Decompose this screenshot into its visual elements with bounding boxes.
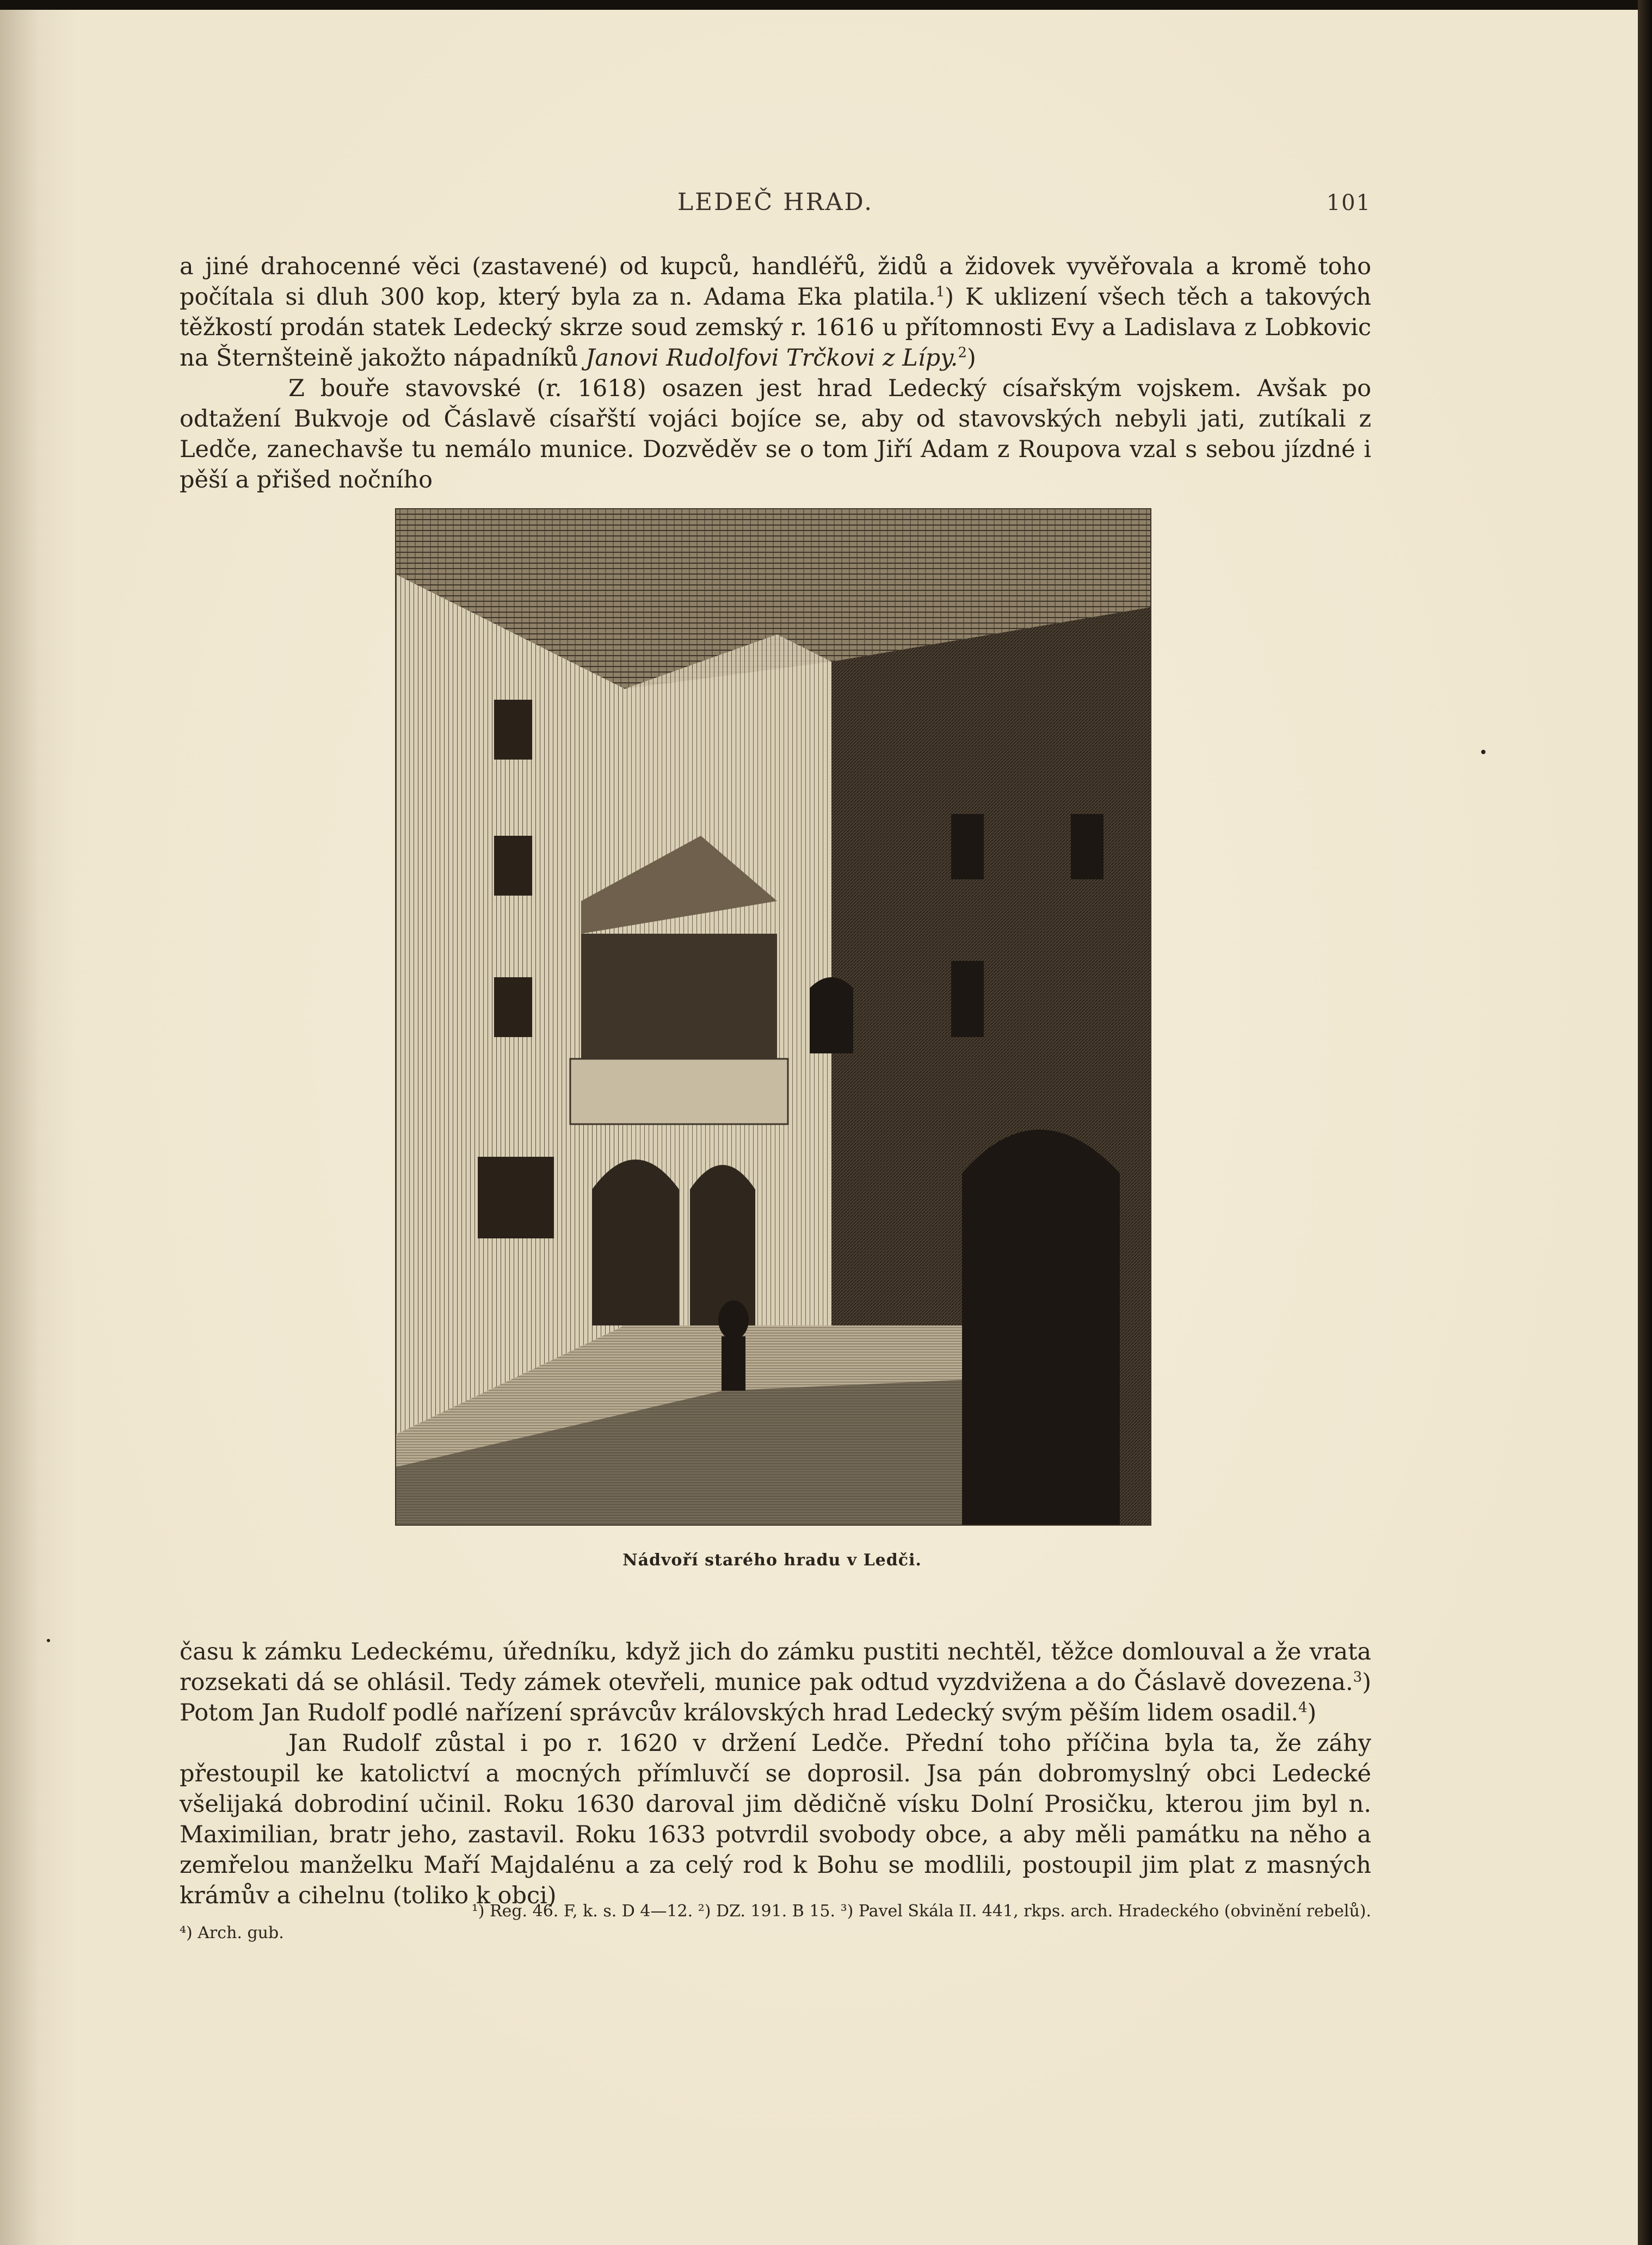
figure-person [718, 1300, 749, 1340]
paragraph-1-italic-name: Janovi Rudolfovi Trčkovi z Lípy. [585, 344, 958, 372]
paragraph-4: Jan Rudolf zůstal i po r. 1620 v držení Ledče. Přední toho příčina byla ta, že záhy přestoupil ke katolictví a mocných přímluvčí se doprosil. Jsa pán dobromyslný obci Ledecké všelijaká dobrodiní učinil. Roku 1630 daroval jim dědičně vísku Dolní Prosičku, kterou jim byl n. Maximilian, bratr jeho, zastavil. Roku 1633 potvrdil svobody obce, a aby měli památku na něho a zemřelou manželku Maří Majdalénu a za celý rod k Bohu se modlili, postoupil jim plat z masných krámův a cihelnu (toliko k obci) [180, 1730, 1371, 1909]
footnote-ref-3: 3 [1353, 1669, 1363, 1686]
window [494, 836, 532, 896]
window [951, 961, 984, 1037]
body-text-bottom [180, 1637, 1371, 1911]
paragraph-3-end: ) [1307, 1699, 1317, 1726]
ink-speck [1481, 750, 1485, 754]
paragraph-1-text: a jiné drahocenné věci (zastavené) od kupců, handléřů, židů a židovek vyvěřovala a kromě toho počítala si dluh 300 kop, který byla za n. Adama Eka platila. [180, 253, 1371, 311]
window [478, 1157, 554, 1238]
paragraph-3-text: času k zámku Ledeckému, úředníku, když jich do zámku pustiti nechtěl, těžce domlouval a že vrata rozsekati dá se ohlásil. Tedy zámek otevřeli, munice pak odtud vyzdvižena a do Čáslavě dovezena. [180, 1638, 1371, 1696]
paragraph-1-continuation: ) K uklizení všech těch a takových těžkostí prodán statek Ledecký skrze soud zemský r. 1616 u přítomnosti Evy a Ladislava z Lobkovic na Šternšteině jakožto nápadníků [180, 283, 1371, 372]
balcony-parapet [570, 1059, 788, 1124]
arcade-arch-right [690, 1165, 755, 1325]
gate-arch [962, 1130, 1120, 1525]
engraving-illustration [395, 508, 1151, 1526]
footnote-line-2: ⁴) Arch. gub. [180, 1923, 284, 1942]
figure-person-body [722, 1336, 745, 1391]
page-header [180, 185, 1371, 223]
window-arched [810, 977, 853, 1053]
body-text-top [180, 251, 1371, 495]
footnote-ref-4: 4 [1298, 1699, 1308, 1716]
footnote-line-1: ¹) Reg. 46. F, k. s. D 4—12. ²) DZ. 191. B 15. ³) Pavel Skála II. 441, rkps. arch. Hradeckého (obvinění rebelů). [471, 1902, 1371, 1921]
footnotes [180, 1900, 1371, 1944]
arcade-arch-left [592, 1159, 679, 1325]
paragraph-3-continuation: ) Potom Jan Rudolf podlé nařízení správcův královských hrad Ledecký svým pěším lidem osadil. [180, 1669, 1371, 1726]
paragraph-1-end: ) [966, 344, 976, 372]
page-edge-shadow [1638, 0, 1652, 2245]
ink-speck [47, 1639, 50, 1642]
running-title: LEDEČ HRAD. [677, 188, 874, 216]
footnote-ref-1: 1 [935, 283, 945, 300]
paragraph-3 [180, 1637, 1371, 1728]
footnote-ref-2: 2 [958, 344, 967, 361]
window [1071, 814, 1104, 879]
page-number: 101 [1326, 190, 1371, 215]
paragraph-2: Z bouře stavovské (r. 1618) osazen jest hrad Ledecký císařským vojskem. Avšak po odtažení Bukvoje od Čáslavě císařští vojáci bojíce se, aby od stavovských nebyli jati, zutíkali z Ledče, zanechavše tu nemálo munice. Dozvěděv se o tom Jiří Adam z Roupova vzal s sebou jízdné i pěší a přišed nočního [180, 375, 1371, 494]
window [494, 700, 532, 760]
figure-caption: Nádvoří starého hradu v Ledči. [622, 1551, 922, 1570]
window [494, 977, 532, 1037]
window [951, 814, 984, 879]
paragraph-1 [180, 251, 1371, 373]
balcony-gallery [581, 934, 777, 1059]
